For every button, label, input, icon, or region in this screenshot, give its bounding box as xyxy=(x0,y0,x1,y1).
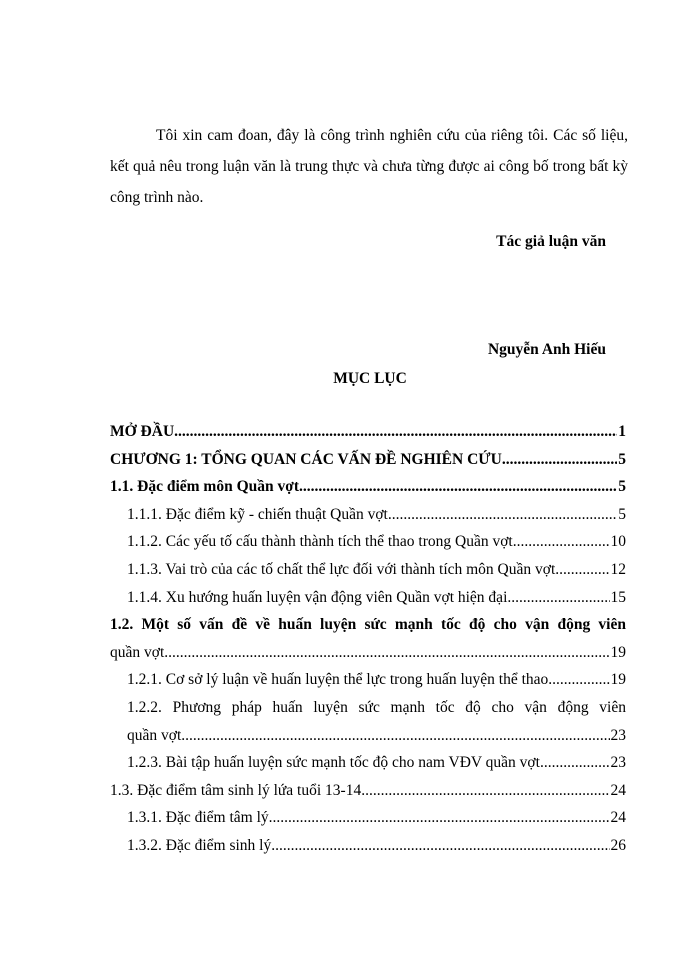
toc-leader xyxy=(388,501,617,529)
toc-entry-page: 23 xyxy=(610,726,626,744)
toc-entry xyxy=(110,777,626,805)
toc-leader xyxy=(181,722,609,750)
toc-entry-title-continued: quần vợt xyxy=(127,726,182,744)
toc-entry-page: 15 xyxy=(610,588,626,606)
toc-entry xyxy=(110,446,626,474)
toc-leader xyxy=(174,418,617,446)
toc-entry-title: 1.3.1. Đặc điểm tâm lý xyxy=(127,809,269,827)
toc-leader xyxy=(513,528,610,556)
toc-entry xyxy=(110,584,626,612)
toc-leader xyxy=(507,584,609,612)
toc-entry xyxy=(110,501,626,529)
toc-entry xyxy=(110,666,626,694)
toc-leader xyxy=(299,473,617,501)
declaration-paragraph: Tôi xin cam đoan, đây là công trình nghiên cứu của riêng tôi. Các số liệu, kết quả nêu trong luận văn là trung thực và chưa từng được ai công bố trong bất kỳ công trình nào. xyxy=(110,127,628,206)
toc-leader xyxy=(164,639,609,667)
toc-entry-title: 1.2. Một số vấn đề về huấn luyện sức mạnh tốc độ cho vận động viên xyxy=(110,616,626,634)
toc-entry-page: 19 xyxy=(610,643,626,661)
toc-entry-page: 23 xyxy=(610,754,626,772)
toc-entry-title: MỞ ĐẦU xyxy=(110,423,175,440)
toc-entry-title: 1.1. Đặc điểm môn Quần vợt xyxy=(110,478,299,496)
toc-entry-page: 5 xyxy=(618,478,626,496)
toc-entry-page: 12 xyxy=(610,560,626,578)
toc-entry xyxy=(110,611,626,666)
toc-entry-title: 1.3. Đặc điểm tâm sinh lý lứa tuổi 13-14 xyxy=(110,781,362,799)
toc-entry-title: 1.1.4. Xu hướng huấn luyện vận động viên Quần vợt hiện đại xyxy=(127,588,508,606)
toc-leader xyxy=(555,556,609,584)
toc-entry xyxy=(110,694,626,749)
toc-entry-title: 1.1.2. Các yếu tố cấu thành thành tích thể thao trong Quần vợt xyxy=(127,533,513,551)
toc-entry-page: 5 xyxy=(618,450,626,468)
toc-entry xyxy=(110,749,626,777)
toc-leader xyxy=(540,749,610,777)
toc-entry xyxy=(110,418,626,446)
author-name: Nguyễn Anh Hiếu xyxy=(487,341,606,358)
toc-leader xyxy=(271,832,609,860)
toc-entry-title: 1.3.2. Đặc điểm sinh lý xyxy=(127,836,272,854)
toc-entry-title: CHƯƠNG 1: TỔNG QUAN CÁC VẤN ĐỀ NGHIÊN CỨU xyxy=(110,450,502,468)
toc-entry xyxy=(110,556,626,584)
toc-entry-title: 1.2.2. Phương pháp huấn luyện sức mạnh tốc độ cho vận động viên xyxy=(127,698,626,716)
toc-entry-page: 24 xyxy=(610,781,626,799)
table-of-contents xyxy=(110,418,626,860)
toc-entry xyxy=(110,528,626,556)
toc-entry-page: 10 xyxy=(610,533,626,551)
toc-entry-page: 1 xyxy=(618,423,626,440)
toc-leader xyxy=(548,666,609,694)
toc-leader xyxy=(361,777,609,805)
toc-entry-title: 1.2.3. Bài tập huấn luyện sức mạnh tốc độ cho nam VĐV quần vợt xyxy=(127,754,540,772)
toc-leader xyxy=(502,446,617,474)
toc-entry-page: 5 xyxy=(618,505,626,523)
toc-entry-page: 19 xyxy=(610,671,626,689)
toc-entry xyxy=(110,804,626,832)
toc-entry-page: 26 xyxy=(610,836,626,854)
toc-entry-title: 1.1.1. Đặc điểm kỹ - chiến thuật Quần vợt xyxy=(127,505,388,523)
toc-leader xyxy=(269,804,610,832)
toc-heading: MỤC LỤC xyxy=(333,370,407,387)
toc-entry xyxy=(110,473,626,501)
toc-entry-page: 24 xyxy=(610,809,626,827)
toc-entry-title: 1.1.3. Vai trò của các tố chất thể lực đối với thành tích môn Quần vợt xyxy=(127,560,556,578)
toc-entry xyxy=(110,832,626,860)
toc-entry-title-continued: quần vợt xyxy=(110,643,165,661)
toc-entry-title: 1.2.1. Cơ sở lý luận về huấn luyện thể lực trong huấn luyện thể thao xyxy=(127,671,549,689)
author-role: Tác giả luận văn xyxy=(496,233,606,250)
